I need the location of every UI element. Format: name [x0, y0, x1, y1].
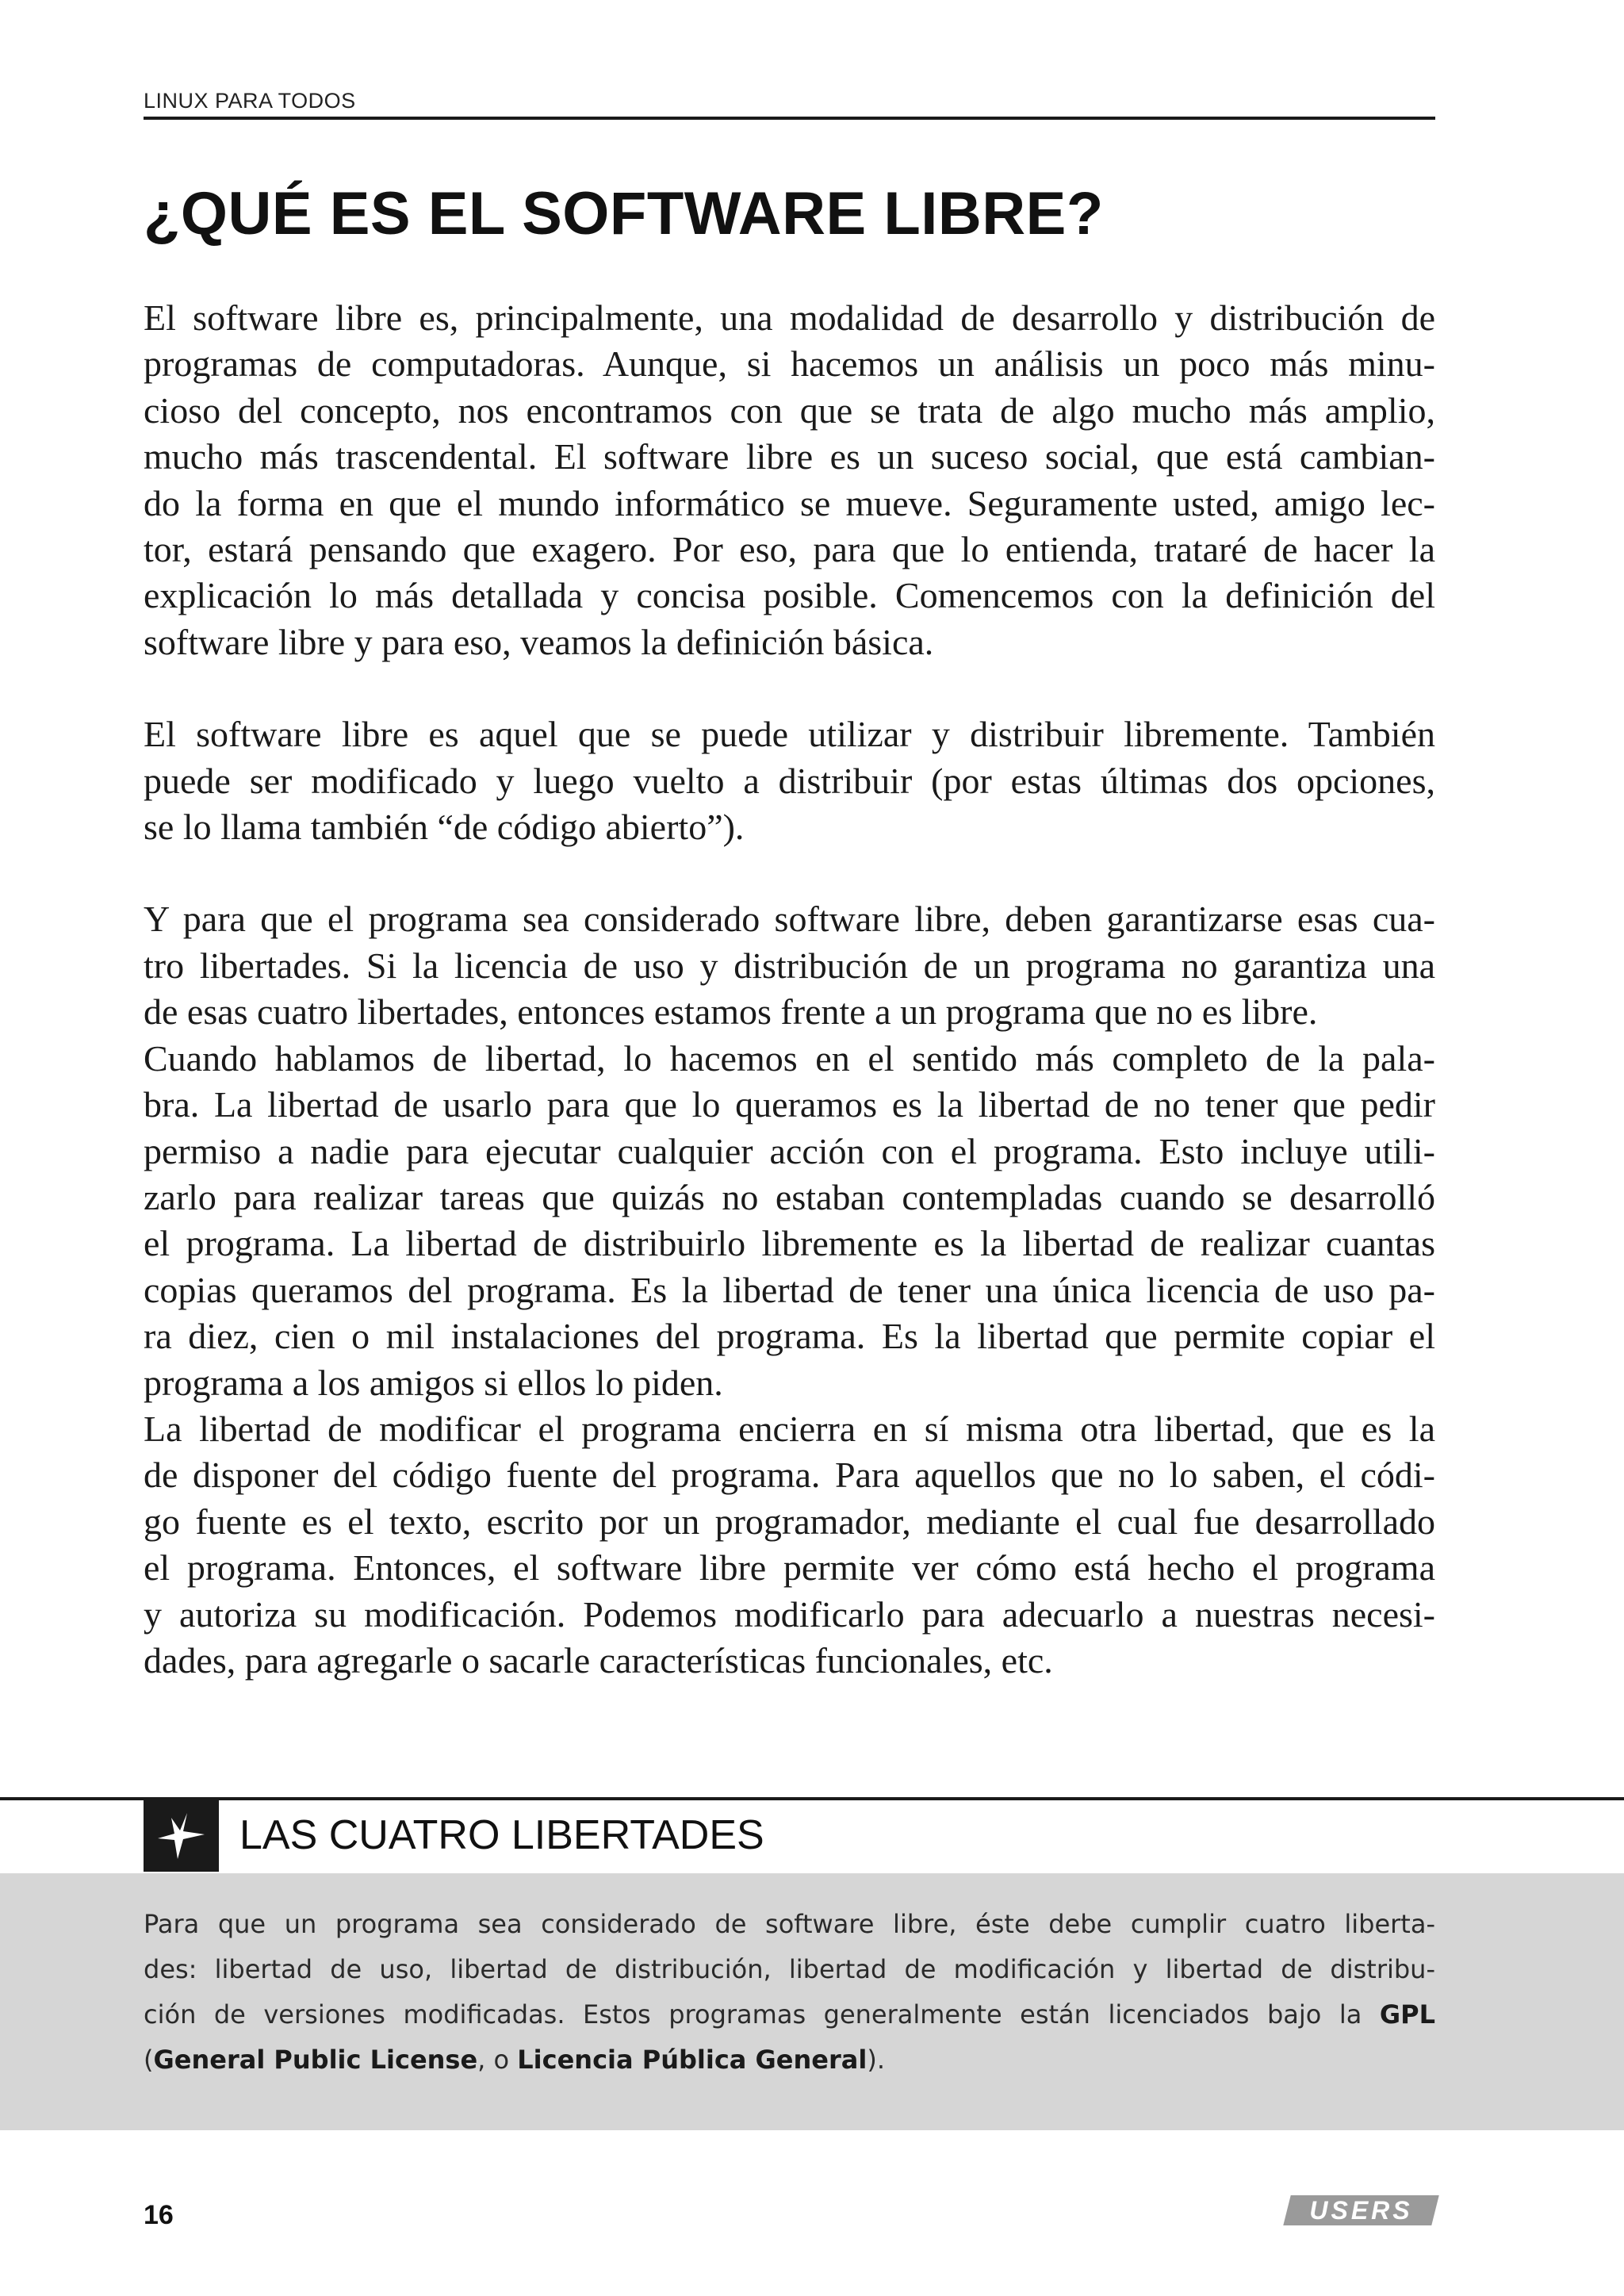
text-line: el programa. La libertad de distribuirlo libremente es la libertad de realizar cuantas: [144, 1223, 1435, 1264]
box-text-segment: (: [144, 2045, 154, 2075]
text-line: explicación lo más detallada y concisa posible. Comencemos con la definición del: [144, 575, 1435, 616]
box-text-segment: ).: [867, 2045, 885, 2075]
paragraph-5: [144, 1406, 1435, 1684]
box-text-segment: , o: [477, 2045, 518, 2075]
text-line: de disponer del código fuente del programa. Para aquellos que no lo saben, el códi-: [144, 1455, 1435, 1496]
page-number: 16: [144, 2200, 174, 2230]
box-text-line: [144, 2037, 1435, 2083]
text-line: tor, estará pensando que exagero. Por eso, para que lo entienda, trataré de hacer la: [144, 529, 1435, 570]
page-title: ¿QUÉ ES EL SOFTWARE LIBRE?: [144, 180, 1104, 247]
text-line: El software libre es aquel que se puede utilizar y distribuir libremente. También: [144, 714, 1435, 755]
paragraph-2: [144, 711, 1435, 850]
star-icon: [155, 1810, 208, 1862]
text-line: permiso a nadie para ejecutar cualquier acción con el programa. Esto incluye utili-: [144, 1130, 1435, 1171]
gpl-expansion-es: Licencia Pública General: [517, 2045, 868, 2075]
text-line: go fuente es el texto, escrito por un programador, mediante el cual fue desarrollado: [144, 1501, 1435, 1542]
text-line: do la forma en que el mundo informático se mueve. Seguramente usted, amigo lec-: [144, 482, 1435, 523]
text-line: bra. La libertad de usarlo para que lo queramos es la libertad de no tener que pedir: [144, 1084, 1435, 1125]
gpl-expansion-en: General Public License: [153, 2045, 478, 2075]
gpl-term: GPL: [1379, 1999, 1435, 2030]
logo-text: USERS: [1309, 2196, 1413, 2225]
text-line: de esas cuatro libertades, entonces estamos frente a un programa que no es libre.: [144, 991, 1318, 1033]
box-text-line: des: libertad de uso, libertad de distribución, libertad de modificación y libertad de distribu-: [144, 1954, 1435, 1984]
box-title: LAS CUATRO LIBERTADES: [239, 1812, 764, 1858]
text-line: zarlo para realizar tareas que quizás no estaban contempladas cuando se desarrolló: [144, 1176, 1435, 1217]
text-line: puede ser modificado y luego vuelto a distribuir (por estas últimas dos opciones,: [144, 760, 1435, 801]
text-line: mucho más trascendental. El software libre es un suceso social, que está cambian-: [144, 436, 1435, 477]
paragraph-3: [144, 896, 1435, 1035]
text-line: programa a los amigos si ellos lo piden.: [144, 1362, 723, 1403]
star-badge: [144, 1800, 219, 1872]
text-line: El software libre es, principalmente, una modalidad de desarrollo y distribución de: [144, 297, 1435, 338]
box-text-line: [144, 1992, 1435, 2037]
text-line: tro libertades. Si la licencia de uso y distribución de un programa no garantiza una: [144, 945, 1435, 986]
text-line: programas de computadoras. Aunque, si hacemos un análisis un poco más minu-: [144, 343, 1435, 385]
text-line: copias queramos del programa. Es la libertad de tener una única licencia de uso pa-: [144, 1269, 1435, 1310]
users-logo: [1287, 2195, 1435, 2225]
text-line: se lo llama también “de código abierto”).: [144, 807, 745, 848]
text-line: software libre y para eso, veamos la definición básica.: [144, 621, 934, 662]
text-line: y autoriza su modificación. Podemos modificarlo para adecuarlo a nuestras necesi-: [144, 1593, 1435, 1635]
text-line: La libertad de modificar el programa encierra en sí misma otra libertad, que es la: [144, 1408, 1435, 1449]
text-line: dades, para agregarle o sacarle características funcionales, etc.: [144, 1639, 1053, 1681]
header-rule: [144, 117, 1435, 120]
box-text: [144, 1902, 1435, 2083]
box-text-line: Para que un programa sea considerado de software libre, éste debe cumplir cuatro liberta-: [144, 1909, 1435, 1939]
paragraph-1: [144, 295, 1435, 665]
paragraph-4: [144, 1036, 1435, 1406]
text-line: ra diez, cien o mil instalaciones del programa. Es la libertad que permite copiar el: [144, 1316, 1435, 1357]
article-body: [144, 295, 1435, 1684]
running-head: LINUX PARA TODOS: [144, 89, 356, 113]
box-text-segment: ción de versiones modificadas. Estos programas generalmente están licenciados bajo la: [144, 1999, 1380, 2030]
text-line: Y para que el programa sea considerado software libre, deben garantizarse esas cua-: [144, 899, 1435, 940]
text-line: cioso del concepto, nos encontramos con que se trata de algo mucho más amplio,: [144, 389, 1435, 431]
text-line: el programa. Entonces, el software libre permite ver cómo está hecho el programa: [144, 1547, 1435, 1589]
text-line: Cuando hablamos de libertad, lo hacemos en el sentido más completo de la pala-: [144, 1037, 1435, 1079]
